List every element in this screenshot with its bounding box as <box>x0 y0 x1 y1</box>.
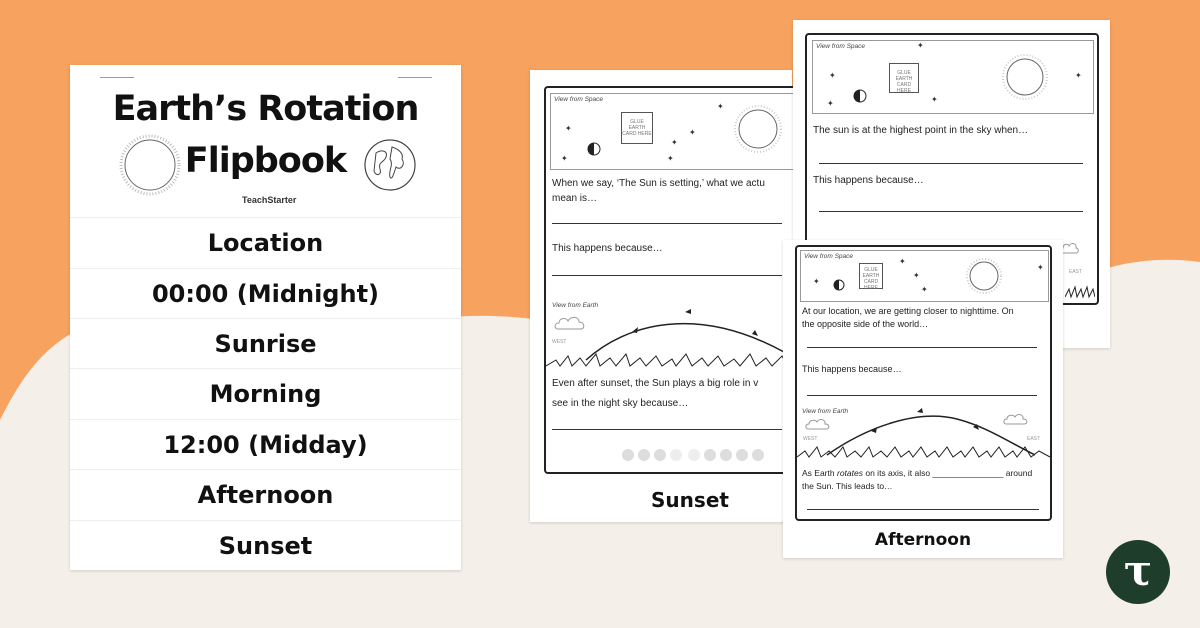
question-1-cont: mean is… <box>552 193 598 204</box>
tab-location[interactable]: Location <box>70 217 461 268</box>
star-icon: ✦ <box>921 285 928 294</box>
question-1-cont: the opposite side of the world… <box>802 319 929 329</box>
question-3: As Earth rotates on its axis, it also _______________ around <box>802 468 1033 478</box>
flipbook-title-line1: Earth’s Rotation <box>112 89 419 129</box>
sun-icon <box>1001 53 1049 101</box>
teachstarter-brand: TeachStarter <box>242 195 297 205</box>
view-from-space-label: View from Space <box>816 43 866 50</box>
question-2: This happens because… <box>802 364 902 374</box>
view-from-earth-label: View from Earth <box>802 408 849 415</box>
afternoon-caption: Afternoon <box>874 530 972 550</box>
space-view-panel <box>800 250 1049 302</box>
star-icon: ✦ <box>813 277 820 286</box>
question-2: This happens because… <box>813 175 924 186</box>
star-icon: ✦ <box>829 71 836 80</box>
answer-line[interactable] <box>807 509 1039 510</box>
flipbook-card <box>70 65 461 570</box>
worksheet-frame <box>544 86 796 474</box>
answer-line[interactable] <box>552 223 782 224</box>
tab-afternoon[interactable]: Afternoon <box>70 469 461 520</box>
star-icon: ✦ <box>827 99 834 108</box>
answer-line[interactable] <box>552 275 782 276</box>
sun-icon <box>118 133 182 197</box>
question-3-cont: the Sun. This leads to… <box>802 481 893 491</box>
star-icon: ✦ <box>899 257 906 266</box>
answer-line[interactable] <box>807 395 1037 396</box>
east-label: EAST <box>1069 269 1083 275</box>
view-from-space-label: View from Space <box>554 96 604 103</box>
tab-sunrise[interactable]: Sunrise <box>70 318 461 369</box>
question-1: At our location, we are getting closer to nighttime. On <box>802 306 1014 316</box>
moon-phase-icon <box>587 142 601 156</box>
question-1: When we say, ‘The Sun is setting,’ what we actu <box>552 178 765 189</box>
moon-phases-row <box>620 448 770 462</box>
sun-icon <box>965 257 1003 295</box>
west-label: WEST <box>803 436 818 442</box>
answer-line[interactable] <box>807 347 1037 348</box>
star-icon: ✦ <box>1037 263 1044 272</box>
star-icon: ✦ <box>931 95 938 104</box>
flipbook-cover <box>70 65 461 213</box>
view-from-earth-label: View from Earth <box>552 302 599 309</box>
glue-earth-card-box: GLUE EARTH CARD HERE <box>889 63 919 93</box>
moon-phase-icon <box>853 89 867 103</box>
star-icon: ✦ <box>671 138 678 147</box>
sunset-worksheet <box>530 70 792 522</box>
divider <box>398 77 432 78</box>
west-label: WEST <box>552 339 567 345</box>
space-view-panel <box>812 40 1094 114</box>
earth-icon <box>362 137 418 193</box>
star-icon: ✦ <box>565 124 572 133</box>
question-3-cont: see in the night sky because… <box>552 398 689 409</box>
star-icon: ✦ <box>1075 71 1082 80</box>
star-icon: ✦ <box>689 128 696 137</box>
flipbook-title-line2: Flipbook <box>184 141 347 181</box>
sun-icon <box>733 104 783 154</box>
space-view-panel <box>550 93 798 170</box>
tab-midnight[interactable]: 00:00 (Midnight) <box>70 268 461 319</box>
question-3: Even after sunset, the Sun plays a big role in v <box>552 378 759 389</box>
star-icon: ✦ <box>561 154 568 163</box>
afternoon-worksheet <box>783 240 1063 558</box>
teachstarter-logo[interactable]: τ <box>1106 540 1170 604</box>
worksheet-frame <box>795 245 1052 521</box>
star-icon: ✦ <box>667 154 674 163</box>
divider <box>100 77 134 78</box>
sunset-caption: Sunset <box>651 488 729 512</box>
star-icon: ✦ <box>917 41 924 50</box>
question-1: The sun is at the highest point in the sky when… <box>813 125 1029 136</box>
glue-earth-card-box: GLUE EARTH CARD HERE <box>859 263 883 289</box>
tab-sunset[interactable]: Sunset <box>70 520 461 571</box>
answer-line[interactable] <box>819 211 1083 212</box>
view-from-space-label: View from Space <box>804 253 854 260</box>
answer-line[interactable] <box>552 429 782 430</box>
star-icon: ✦ <box>913 271 920 280</box>
answer-line[interactable] <box>819 163 1083 164</box>
tab-midday[interactable]: 12:00 (Midday) <box>70 419 461 470</box>
east-label: EAST <box>1027 436 1041 442</box>
tab-morning[interactable]: Morning <box>70 368 461 419</box>
grass-icon <box>1065 279 1095 299</box>
glue-earth-card-box: GLUE EARTH CARD HERE <box>621 112 653 144</box>
sun-path-diagram <box>797 407 1050 461</box>
moon-phase-icon <box>833 279 845 291</box>
sun-path-diagram <box>546 304 796 368</box>
star-icon: ✦ <box>717 102 724 111</box>
question-2: This happens because… <box>552 243 663 254</box>
